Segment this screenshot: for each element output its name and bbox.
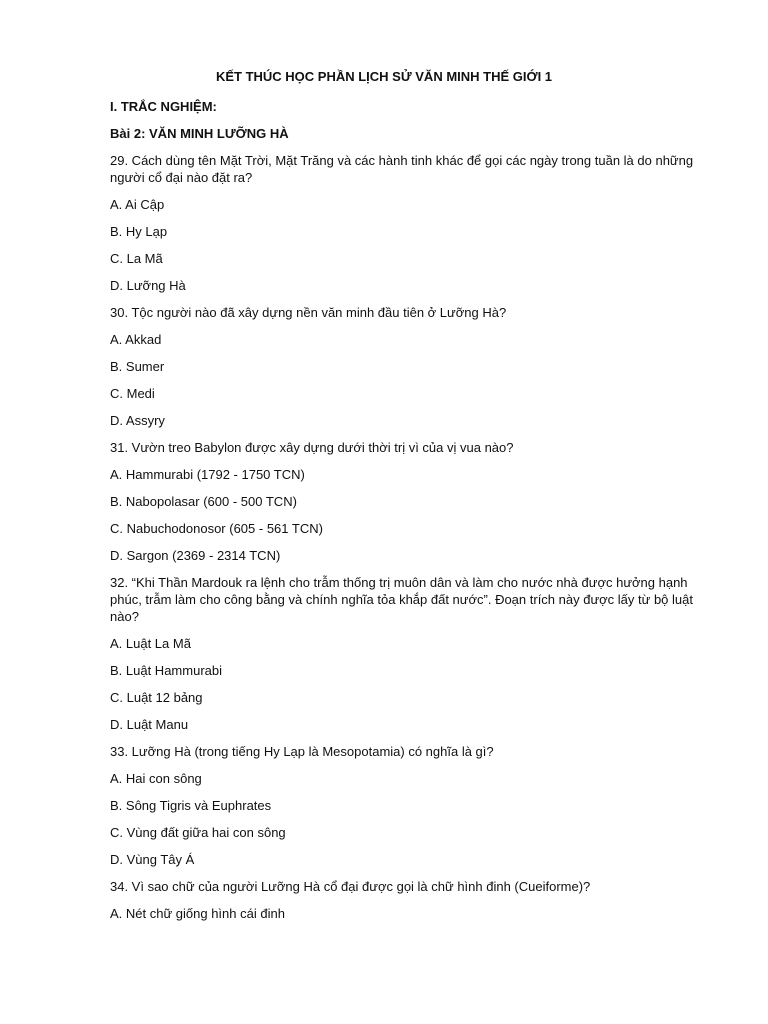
answer-option: A. Nét chữ giống hình cái đinh <box>110 906 285 921</box>
question-text: 34. Vì sao chữ của người Lưỡng Hà cổ đại được gọi là chữ hình đinh (Cueiforme)? <box>110 879 591 894</box>
answer-option: C. Medi <box>110 386 155 401</box>
question-text: 29. Cách dùng tên Mặt Trời, Mặt Trăng và các hành tinh khác để gọi các ngày trong tuần là do những người cổ đại nào đặt ra? <box>110 153 694 185</box>
question-text: 30. Tộc người nào đã xây dựng nền văn minh đầu tiên ở Lưỡng Hà? <box>110 305 507 320</box>
question-33 <box>110 743 688 868</box>
answer-option: C. La Mã <box>110 251 163 266</box>
lesson-heading: Bài 2: VĂN MINH LƯỠNG HÀ <box>110 126 289 141</box>
answer-option: A. Hai con sông <box>110 771 202 786</box>
question-text: 32. “Khi Thần Mardouk ra lệnh cho trẫm thống trị muôn dân và làm cho nước nhà được hưởng hạnh phúc, trẫm làm cho công bằng và chính nghĩa tỏa khắp đất nước”. Đoạn trích này được lấy từ bộ luật nào? <box>110 575 693 624</box>
title-wrapper <box>0 68 768 86</box>
answer-option: D. Sargon (2369 - 2314 TCN) <box>110 548 281 563</box>
answer-option: C. Nabuchodonosor (605 - 561 TCN) <box>110 521 323 536</box>
answer-option: C. Vùng đất giữa hai con sông <box>110 825 286 840</box>
answer-option: A. Hammurabi (1792 - 1750 TCN) <box>110 467 305 482</box>
answer-option: B. Hy Lạp <box>110 224 168 239</box>
answer-option: B. Sông Tigris và Euphrates <box>110 798 272 813</box>
answer-option: C. Luật 12 bảng <box>110 690 203 705</box>
section-heading: I. TRẮC NGHIỆM: <box>110 99 217 114</box>
question-text: 33. Lưỡng Hà (trong tiếng Hy Lạp là Mesopotamia) có nghĩa là gì? <box>110 744 494 759</box>
question-text: 31. Vườn treo Babylon được xây dựng dưới thời trị vì của vị vua nào? <box>110 440 514 455</box>
question-30 <box>110 304 688 429</box>
question-31 <box>110 439 688 564</box>
answer-option: A. Ai Cập <box>110 197 165 212</box>
answer-option: D. Lưỡng Hà <box>110 278 186 293</box>
answer-option: B. Luật Hammurabi <box>110 663 222 678</box>
question-34 <box>110 878 688 922</box>
answer-option: B. Sumer <box>110 359 165 374</box>
answer-option: A. Akkad <box>110 332 162 347</box>
question-32 <box>110 574 693 733</box>
answer-option: A. Luật La Mã <box>110 636 191 651</box>
document-title: KẾT THÚC HỌC PHẦN LỊCH SỬ VĂN MINH THẾ GIỚI 1 <box>215 69 553 84</box>
answer-option: D. Luật Manu <box>110 717 189 732</box>
answer-option: B. Nabopolasar (600 - 500 TCN) <box>110 494 297 509</box>
answer-option: D. Vùng Tây Á <box>110 852 195 867</box>
answer-option: D. Assyry <box>110 413 165 428</box>
question-29 <box>110 152 694 294</box>
